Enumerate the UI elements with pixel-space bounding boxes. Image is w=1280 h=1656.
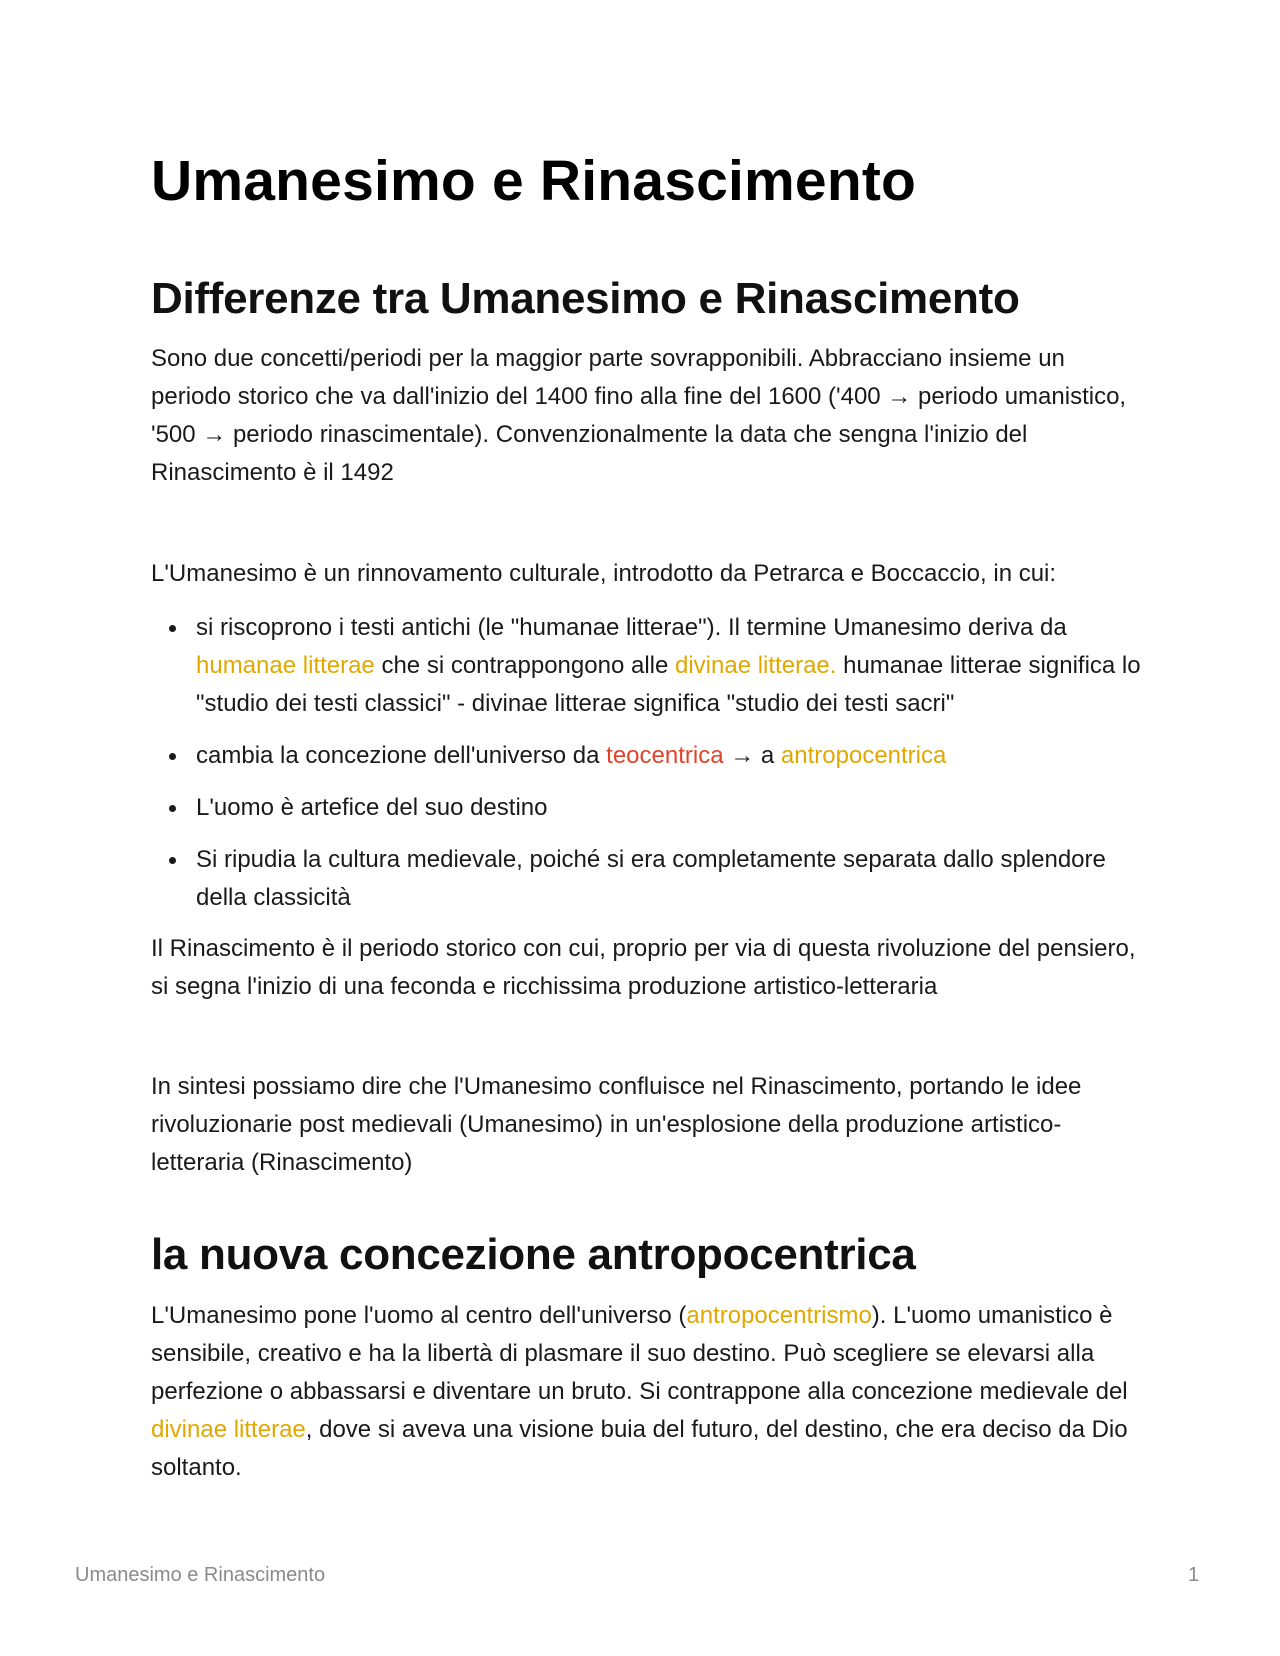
highlight-humanae-litterae: humanae litterae [196,652,375,679]
footer-title: Umanesimo e Rinascimento [75,1564,326,1586]
sintesi-paragraph: In sintesi possiamo dire che l'Umanesimo confluisce nel Rinascimento, portando le idee rivoluzionarie post medievali (Umanesimo) in un'esplosione della produzione artistico-letteraria (Rinascimento) [151,1073,1082,1176]
bullet-icon [169,857,176,864]
bullet-icon [169,805,176,812]
rinascimento-paragraph: Il Rinascimento è il periodo storico con cui, proprio per via di questa rivoluzione del pensiero, si segna l'inizio di una feconda e ricchissima produzione artistico-letteraria [151,935,1136,1000]
list-item: Si ripudia la cultura medievale, poiché si era completamente separata dallo splendore della classicità [151,841,1141,917]
antropocentrica-paragraph: L'Umanesimo pone l'uomo al centro dell'universo (antropocentrismo). L'uomo umanistico è sensibile, creativo e ha la libertà di plasmare il suo destino. Può scegliere se elevarsi alla perfezione o abbassarsi e diventare un bruto. Si contrappone alla concezione medievale del divinae litterae, dove si aveva una visione buia del futuro, del destino, che era deciso da Dio soltanto. [151,1302,1128,1481]
highlight-antropocentrismo: antropocentrismo [686,1302,872,1329]
list-item: si riscoprono i testi antichi (le "humanae litterae"). Il termine Umanesimo deriva da humanae litterae che si contrappongono alle divinae litterae. humanae litterae significa lo "studio dei testi classici" - divinae litterae significa "studio dei testi sacri" [151,609,1141,723]
page-number: 1 [1188,1564,1200,1586]
highlight-divinae-litterae: divinae litterae. [675,652,837,679]
section-heading-differenze: Differenze tra Umanesimo e Rinascimento [151,274,1020,323]
section-heading-antropocentrica: la nuova concezione antropocentrica [151,1230,916,1279]
list-item: cambia la concezione dell'universo da teocentrica → a antropocentrica [151,737,1141,775]
highlight-antropocentrica: antropocentrica [780,742,947,769]
page-title: Umanesimo e Rinascimento [151,149,917,213]
umanesimo-bullet-list [151,609,1141,931]
highlight-teocentrica: teocentrica [606,742,724,769]
highlight-divinae-litterae-2: divinae litterae [151,1416,306,1443]
bullet-icon [169,625,176,632]
list-item: L'uomo è artefice del suo destino [151,789,1141,827]
umanesimo-lead-paragraph: L'Umanesimo è un rinnovamento culturale, introdotto da Petrarca e Boccaccio, in cui: [151,560,1057,587]
intro-paragraph: Sono due concetti/periodi per la maggior parte sovrapponibili. Abbracciano insieme un periodo storico che va dall'inizio del 1400 fino alla fine del 1600 ('400 → periodo umanistico, '500 → periodo rinascimentale). Convenzionalmente la data che sengna l'inizio del Rinascimento è il 1492 [151,345,1127,486]
bullet-icon [169,753,176,760]
